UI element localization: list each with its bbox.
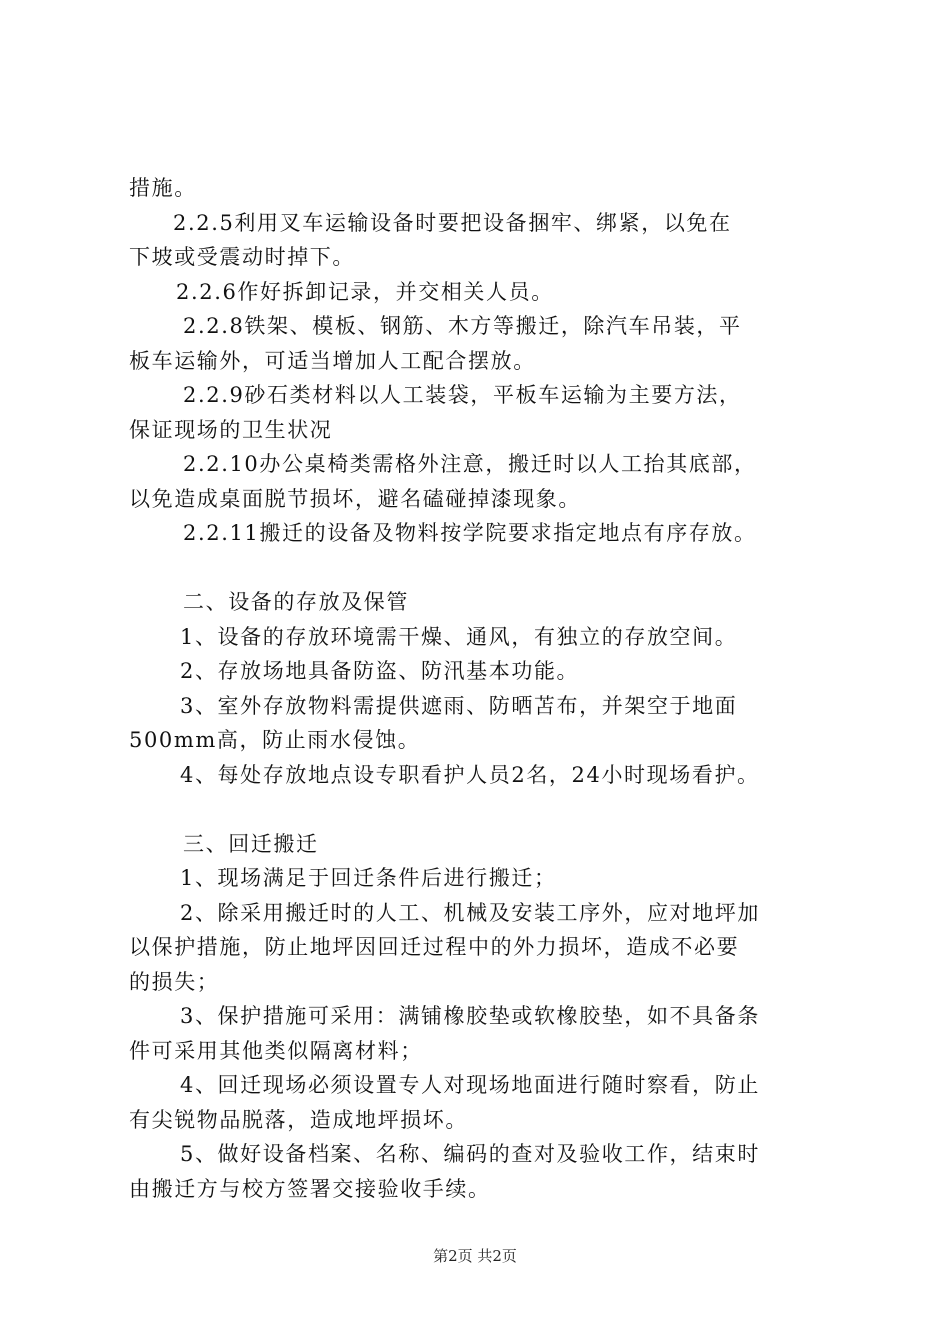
text-line: 4、回迁现场必须设置专人对现场地面进行随时察看，防止 (180, 1073, 760, 1097)
text-line: 以保护措施，防止地坪因回迁过程中的外力损坏，造成不必要 (129, 935, 740, 959)
text-line: 2.2.11搬迁的设备及物料按学院要求指定地点有序存放。 (183, 521, 757, 545)
text-line: 2、存放场地具备防盗、防汛基本功能。 (180, 659, 580, 683)
text-line: 有尖锐物品脱落，造成地坪损坏。 (129, 1107, 468, 1132)
text-line: 2.2.5利用叉车运输设备时要把设备捆牢、绑紧，以免在 (173, 210, 732, 235)
text-line: 2.2.6作好拆卸记录，并交相关人员。 (176, 279, 554, 304)
text-line: 1、设备的存放环境需干燥、通风，有独立的存放空间。 (180, 624, 738, 649)
text-line: 的损失； (129, 969, 220, 994)
text-line: 1、现场满足于回迁条件后进行搬迁； (180, 866, 557, 890)
page-number-footer: 第2页 共2页 (433, 1247, 517, 1265)
paragraph-gap (129, 792, 831, 827)
text-line: 5、做好设备档案、名称、编码的查对及验收工作，结束时 (180, 1142, 760, 1166)
text-line: 以免造成桌面脱节损坏，避名磕碰掉漆现象。 (129, 486, 581, 511)
text-line: 由搬迁方与校方签署交接验收手续。 (129, 1176, 491, 1201)
text-line: 3、室外存放物料需提供遮雨、防晒苫布，并架空于地面 (180, 693, 738, 718)
text-line: 措施。 (129, 176, 197, 200)
text-line: 4、每处存放地点设专职看护人员2名，24小时现场看护。 (180, 762, 760, 787)
document-body (129, 171, 831, 1206)
text-line: 500mm高，防止雨水侵蚀。 (129, 728, 421, 752)
section-heading: 三、回迁搬迁 (183, 831, 319, 856)
text-line: 3、保护措施可采用：满铺橡胶垫或软橡胶垫，如不具备条 (180, 1004, 760, 1028)
text-line: 保证现场的卫生状况 (129, 417, 333, 442)
text-line: 下坡或受震动时掉下。 (129, 245, 355, 269)
section-heading: 二、设备的存放及保管 (183, 590, 409, 614)
text-line: 2.2.10办公桌椅类需格外注意，搬迁时以人工抬其底部， (183, 452, 757, 476)
text-line: 2.2.8铁架、模板、钢筋、木方等搬迁，除汽车吊装，平 (183, 314, 742, 338)
text-line: 板车运输外，可适当增加人工配合摆放。 (129, 348, 536, 373)
text-line: 2.2.9砂石类材料以人工装袋，平板车运输为主要方法， (183, 383, 742, 407)
text-line: 件可采用其他类似隔离材料； (129, 1038, 423, 1063)
paragraph-gap (129, 551, 831, 586)
text-line: 2、除采用搬迁时的人工、机械及安装工序外，应对地坪加 (180, 900, 760, 925)
